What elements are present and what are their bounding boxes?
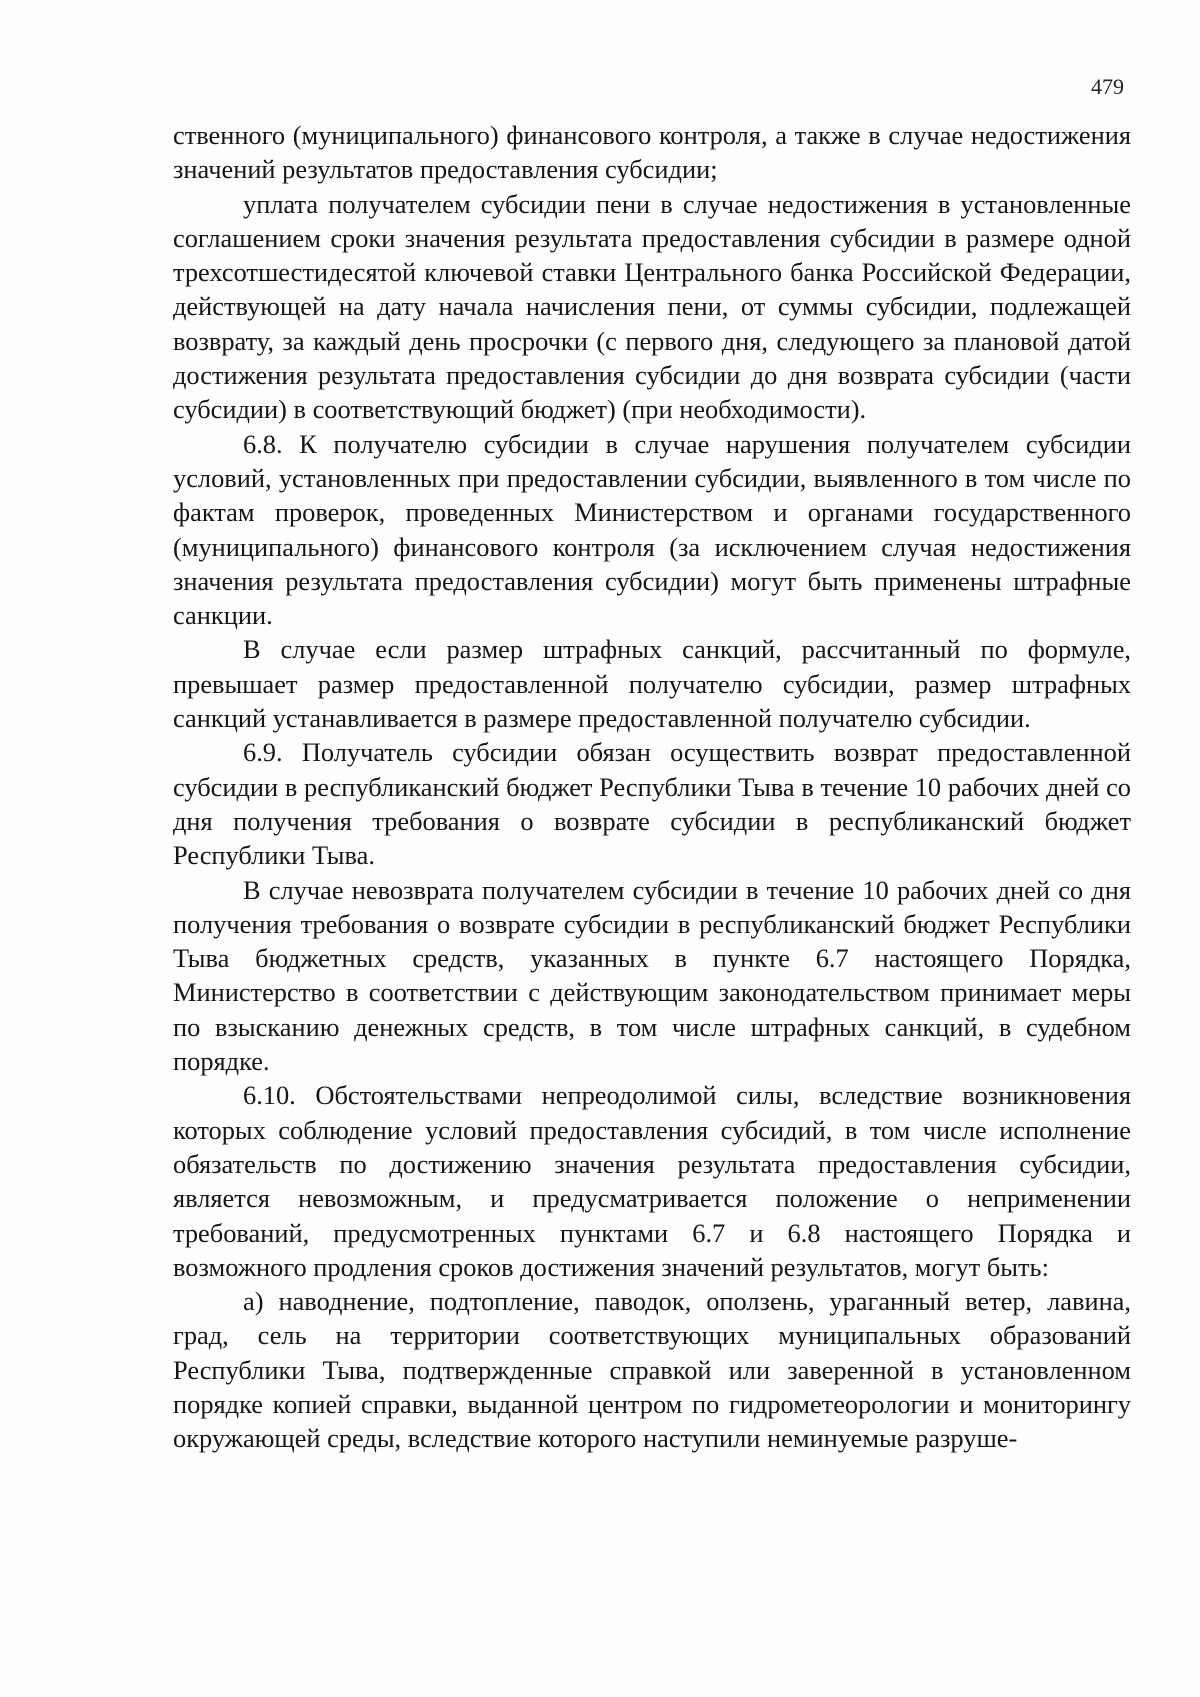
paragraph-fines-limit: В случае если размер штрафных санкций, рассчитанный по формуле, превышает размер предоставленной получателю субсидии, размер штрафных санкций устанавливается в размере предоставленной получателю субсидии.	[173, 634, 1131, 734]
paragraph-non-return: В случае невозврата получателем субсидии в течение 10 рабочих дней со дня получения требования о возврате субсидии в республиканский бюджет Республики Тыва бюджетных средств, указанных в пункте 6.7 настоящего Порядка, Министерство в соответствии с действующим законодательством принимает меры по взысканию денежных средств, в том числе штрафных санкций, в судебном порядке.	[173, 874, 1131, 1077]
paragraph-6-9: 6.9. Получатель субсидии обязан осуществить возврат предоставленной субсидии в республиканский бюджет Республики Тыва в течение 10 рабочих дней со дня получения требования о возврате субсидии в республиканский бюджет Республики Тыва.	[173, 737, 1131, 871]
paragraph-continuation: ственного (муниципального) финансового контроля, а также в случае недостижения значений результатов предоставления субсидии;	[173, 120, 1131, 185]
paragraph-6-8: 6.8. К получателю субсидии в случае нарушения получателем субсидии условий, установленных при предоставлении субсидии, выявленного в том числе по фактам проверок, проведенных Министерством и органами государственного (муниципального) финансового контроля (за исключением случая недостижения значения результата предоставления субсидии) могут быть применены штрафные санкции.	[173, 428, 1131, 631]
paragraph-item-a: а) наводнение, подтопление, паводок, оползень, ураганный ветер, лавина, град, сель на территории соответствующих муниципальных образований Республики Тыва, подтвержденные справкой или заверенной в установленном порядке копией справки, выданной центром по гидрометеорологии и мониторингу окружающей среды, вследствие которого наступили неминуемые разруше-	[173, 1286, 1131, 1454]
paragraph-6-10: 6.10. Обстоятельствами непреодолимой силы, вследствие возникновения которых соблюдение условий предоставления субсидий, в том числе исполнение обязательств по достижению значения результата предоставления субсидии, является невозможным, и предусматривается положение о неприменении требований, предусмотренных пунктами 6.7 и 6.8 настоящего Порядка и возможного продления сроков достижения значений результатов, могут быть:	[173, 1080, 1131, 1282]
page-number: 479	[1091, 74, 1124, 99]
document-body	[173, 118, 1131, 1456]
paragraph-penalty-payment: уплата получателем субсидии пени в случае недостижения в установленные соглашением сроки значения результата предоставления субсидии в размере одной трехсотшестидесятой ключевой ставки Центрального банка Российской Федерации, действующей на дату начала начисления пени, от суммы субсидии, подлежащей возврату, за каждый день просрочки (с первого дня, следующего за плановой датой достижения результата предоставления субсидии до дня возврата субсидии (части субсидии) в соответствующий бюджет) (при необходимости).	[173, 188, 1131, 425]
